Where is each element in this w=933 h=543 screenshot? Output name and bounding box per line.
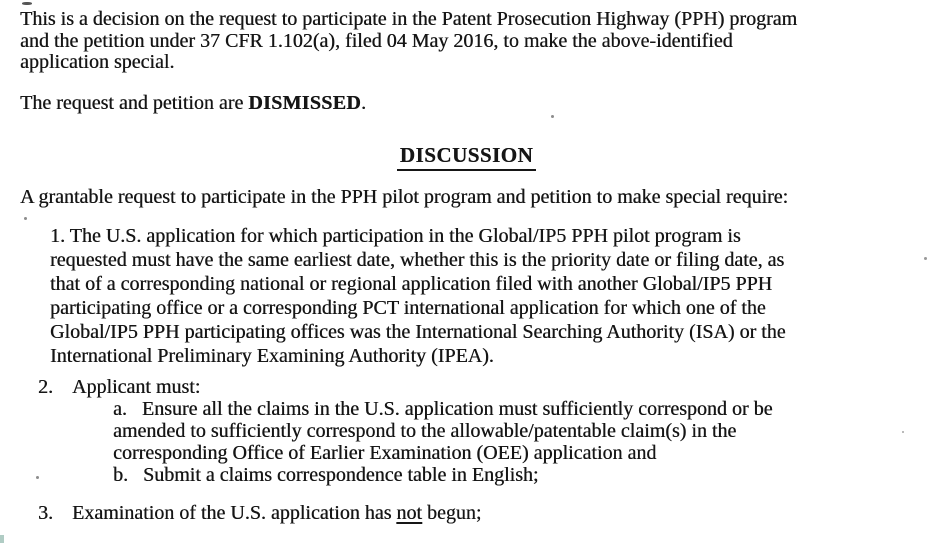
requirement-1-line: participating office or a corresponding PCT international application for which one of the	[50, 297, 766, 319]
requirement-2-subline: b. Submit a claims correspondence table in English;	[113, 464, 539, 486]
scan-artifact	[24, 217, 27, 220]
requirement-3-text: begun;	[421, 502, 482, 524]
scan-artifact	[902, 431, 904, 433]
decision-prefix: The request and petition are	[20, 92, 249, 114]
scan-artifact	[551, 115, 554, 118]
intro-paragraph	[20, 9, 797, 74]
decision-sentence	[20, 92, 366, 115]
requirement-1-line: International Preliminary Examining Authority (IPEA).	[50, 345, 494, 367]
requirement-2-subline: a. Ensure all the claims in the U.S. application must sufficiently correspond or be	[113, 398, 773, 420]
discussion-heading-row	[0, 143, 933, 171]
requirement-1-line: 1. The U.S. application for which participation in the Global/IP5 PPH pilot program is	[50, 225, 741, 247]
requirements-lead: A grantable request to participate in the PPH pilot program and petition to make special require:	[20, 186, 789, 208]
requirement-3-underlined-word: not	[396, 502, 422, 524]
requirement-2-heading: Applicant must:	[72, 376, 201, 398]
requirement-3	[38, 502, 481, 525]
discussion-heading: DISCUSSION	[397, 143, 536, 171]
requirement-1-line: requested must have the same earliest date, whether this is the priority date or filing date, as	[50, 249, 785, 271]
requirement-2-subline: corresponding Office of Earlier Examination (OEE) application and	[113, 442, 657, 464]
requirement-2-number: 2.	[38, 376, 53, 398]
requirement-2	[38, 376, 772, 486]
requirement-3-number: 3.	[38, 502, 53, 524]
requirement-1	[50, 224, 786, 368]
requirement-2-header	[38, 376, 772, 398]
scan-artifact	[924, 257, 927, 260]
scan-artifact	[36, 476, 39, 479]
requirement-3-text: Examination of the U.S. application has	[72, 502, 397, 524]
intro-line: and the petition under 37 CFR 1.102(a), filed 04 May 2016, to make the above-identified	[20, 29, 733, 52]
intro-line: This is a decision on the request to participate in the Patent Prosecution Highway (PPH) program	[20, 8, 798, 30]
scan-edge-artifact	[0, 535, 4, 543]
intro-line: application special.	[20, 51, 175, 73]
decision-suffix: .	[361, 92, 366, 114]
scan-artifact	[22, 2, 32, 5]
decision-status-dismissed: DISMISSED	[248, 92, 361, 114]
requirement-1-line: Global/IP5 PPH participating offices was the International Searching Authority (ISA) or the	[50, 321, 786, 343]
requirement-1-line: that of a corresponding national or regional application filed with another Global/IP5 PPH	[50, 273, 773, 295]
requirement-2-subline: amended to sufficiently correspond to the allowable/patentable claim(s) in the	[113, 420, 737, 442]
